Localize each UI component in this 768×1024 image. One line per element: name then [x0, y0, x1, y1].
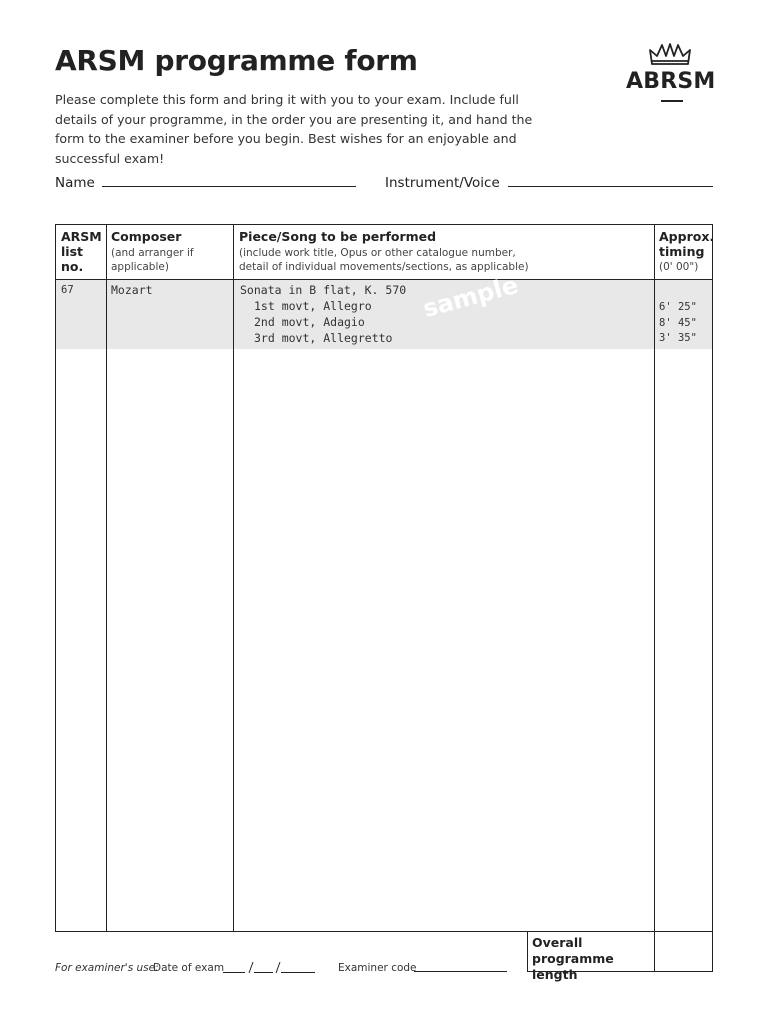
sample-watermark: sample — [420, 270, 522, 324]
header-piece: Piece/Song to be performed — [239, 229, 437, 244]
examiner-code-label: Examiner code — [338, 962, 417, 974]
sample-piece-line: 3rd movt, Allegretto — [254, 331, 393, 345]
header-composer-note: (and arranger if applicable) — [111, 247, 194, 273]
sample-composer: Mozart — [111, 283, 153, 297]
sample-piece-line: 1st movt, Allegro — [254, 299, 372, 313]
intro-text: Please complete this form and bring it with you to your exam. Include full details of your programme, in the order you are presenting it, and hand the form to the examiner before you begin. Best wishes for an enjoyable and successful exam! — [55, 92, 533, 166]
sample-timing: 6' 25" — [659, 301, 697, 313]
date-of-exam-label: Date of exam — [153, 962, 225, 974]
crown-icon — [622, 40, 718, 70]
sample-timing: 8' 45" — [659, 317, 697, 329]
sample-piece-line: Sonata in B flat, K. 570 — [240, 283, 407, 297]
logo-underline — [661, 100, 683, 102]
column-divider — [106, 224, 107, 932]
instrument-field[interactable] — [508, 186, 713, 187]
name-field[interactable] — [102, 186, 356, 187]
header-composer: Composer — [111, 229, 182, 244]
header-divider — [55, 279, 713, 280]
date-of-exam-field[interactable] — [223, 961, 318, 974]
column-divider — [654, 224, 655, 932]
header-piece-note-1: (include work title, Opus or other catalogue number, — [239, 247, 516, 259]
name-label: Name — [55, 175, 95, 191]
examiner-use-label: For examiner's use: — [55, 962, 159, 974]
examiner-code-field[interactable] — [414, 971, 507, 972]
overall-length-field[interactable] — [656, 933, 711, 970]
page-title: ARSM programme form — [55, 44, 418, 77]
instrument-label: Instrument/Voice — [385, 175, 500, 191]
sample-list-no: 67 — [61, 284, 74, 296]
header-list-no: ARSM list no. — [61, 229, 102, 274]
overall-length-divider — [654, 931, 655, 972]
header-timing-note: (0' 00") — [659, 261, 699, 273]
header-timing: Approx. timing — [659, 229, 715, 259]
logo-wordmark: ABRSM — [626, 69, 716, 94]
overall-length-label: Overall programme length — [532, 935, 614, 982]
column-divider — [233, 224, 234, 932]
header-piece-note-2: detail of individual movements/sections, as applicable) — [239, 261, 529, 273]
sample-timing: 3' 35" — [659, 332, 697, 344]
sample-piece-line: 2nd movt, Adagio — [254, 315, 365, 329]
